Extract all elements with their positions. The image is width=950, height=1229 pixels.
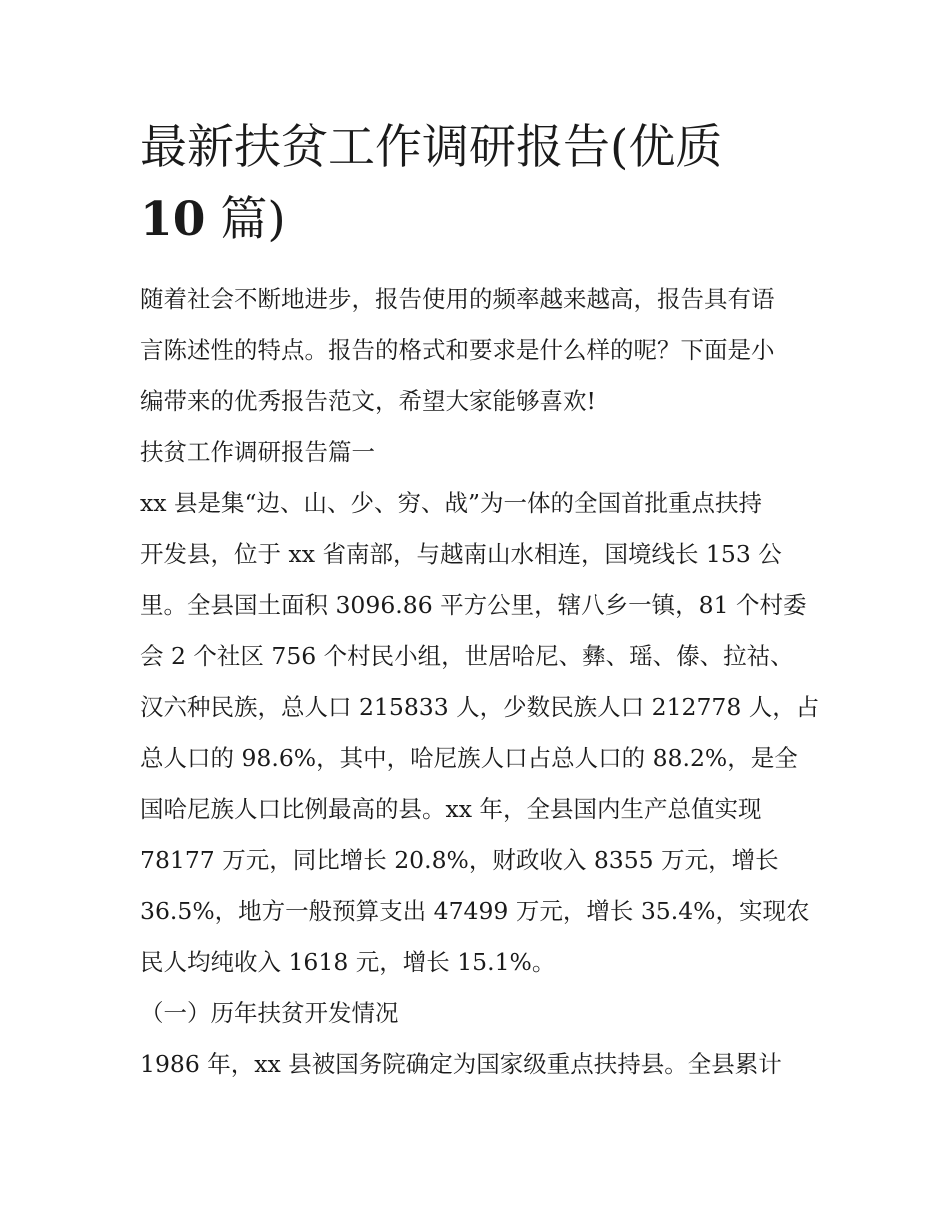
body-paragraph: [140, 478, 820, 988]
subsection-heading: （一）历年扶贫开发情况: [140, 999, 399, 1027]
body-line: 78177 万元，同比增长 20.8%，财政收入 8355 万元，增长: [140, 846, 779, 874]
title-line-2: [140, 184, 812, 256]
document-page: [140, 112, 820, 1090]
body-line: 民人均纯收入 1618 元，增长 15.1%。: [140, 948, 556, 976]
body-line: 开发县，位于 xx 省南部，与越南山水相连，国境线长 153 公: [140, 540, 782, 568]
continuation-paragraph: [140, 1039, 812, 1090]
title-number: 10: [140, 192, 206, 247]
body-line: xx 县是集“边、山、少、穷、战”为一体的全国首批重点扶持: [140, 489, 763, 517]
document-title: [140, 112, 812, 256]
section-heading: 扶贫工作调研报告篇一: [140, 438, 375, 466]
body-line: 1986 年，xx 县被国务院确定为国家级重点扶持县。全县累计: [140, 1050, 782, 1078]
intro-paragraph: [140, 274, 812, 427]
intro-line: 编带来的优秀报告范文，希望大家能够喜欢!: [140, 387, 596, 415]
body-line: 国哈尼族人口比例最高的县。xx 年，全县国内生产总值实现: [140, 795, 762, 823]
body-line: 总人口的 98.6%，其中，哈尼族人口占总人口的 88.2%，是全: [140, 744, 798, 772]
body-line: 里。全县国土面积 3096.86 平方公里，辖八乡一镇，81 个村委: [140, 591, 807, 619]
body-line: 会 2 个社区 756 个村民小组，世居哈尼、彝、瑶、傣、拉祜、: [140, 642, 794, 670]
intro-line: 言陈述性的特点。报告的格式和要求是什么样的呢？下面是小: [140, 336, 775, 364]
body-line: 汉六种民族，总人口 215833 人，少数民族人口 212778 人，占: [140, 693, 820, 721]
body-line: 36.5%，地方一般预算支出 47499 万元，增长 35.4%，实现农: [140, 897, 810, 925]
title-line-1: 最新扶贫工作调研报告(优质: [140, 120, 723, 175]
intro-line: 随着社会不断地进步，报告使用的频率越来越高，报告具有语: [140, 285, 775, 313]
title-suffix: 篇): [205, 192, 286, 247]
